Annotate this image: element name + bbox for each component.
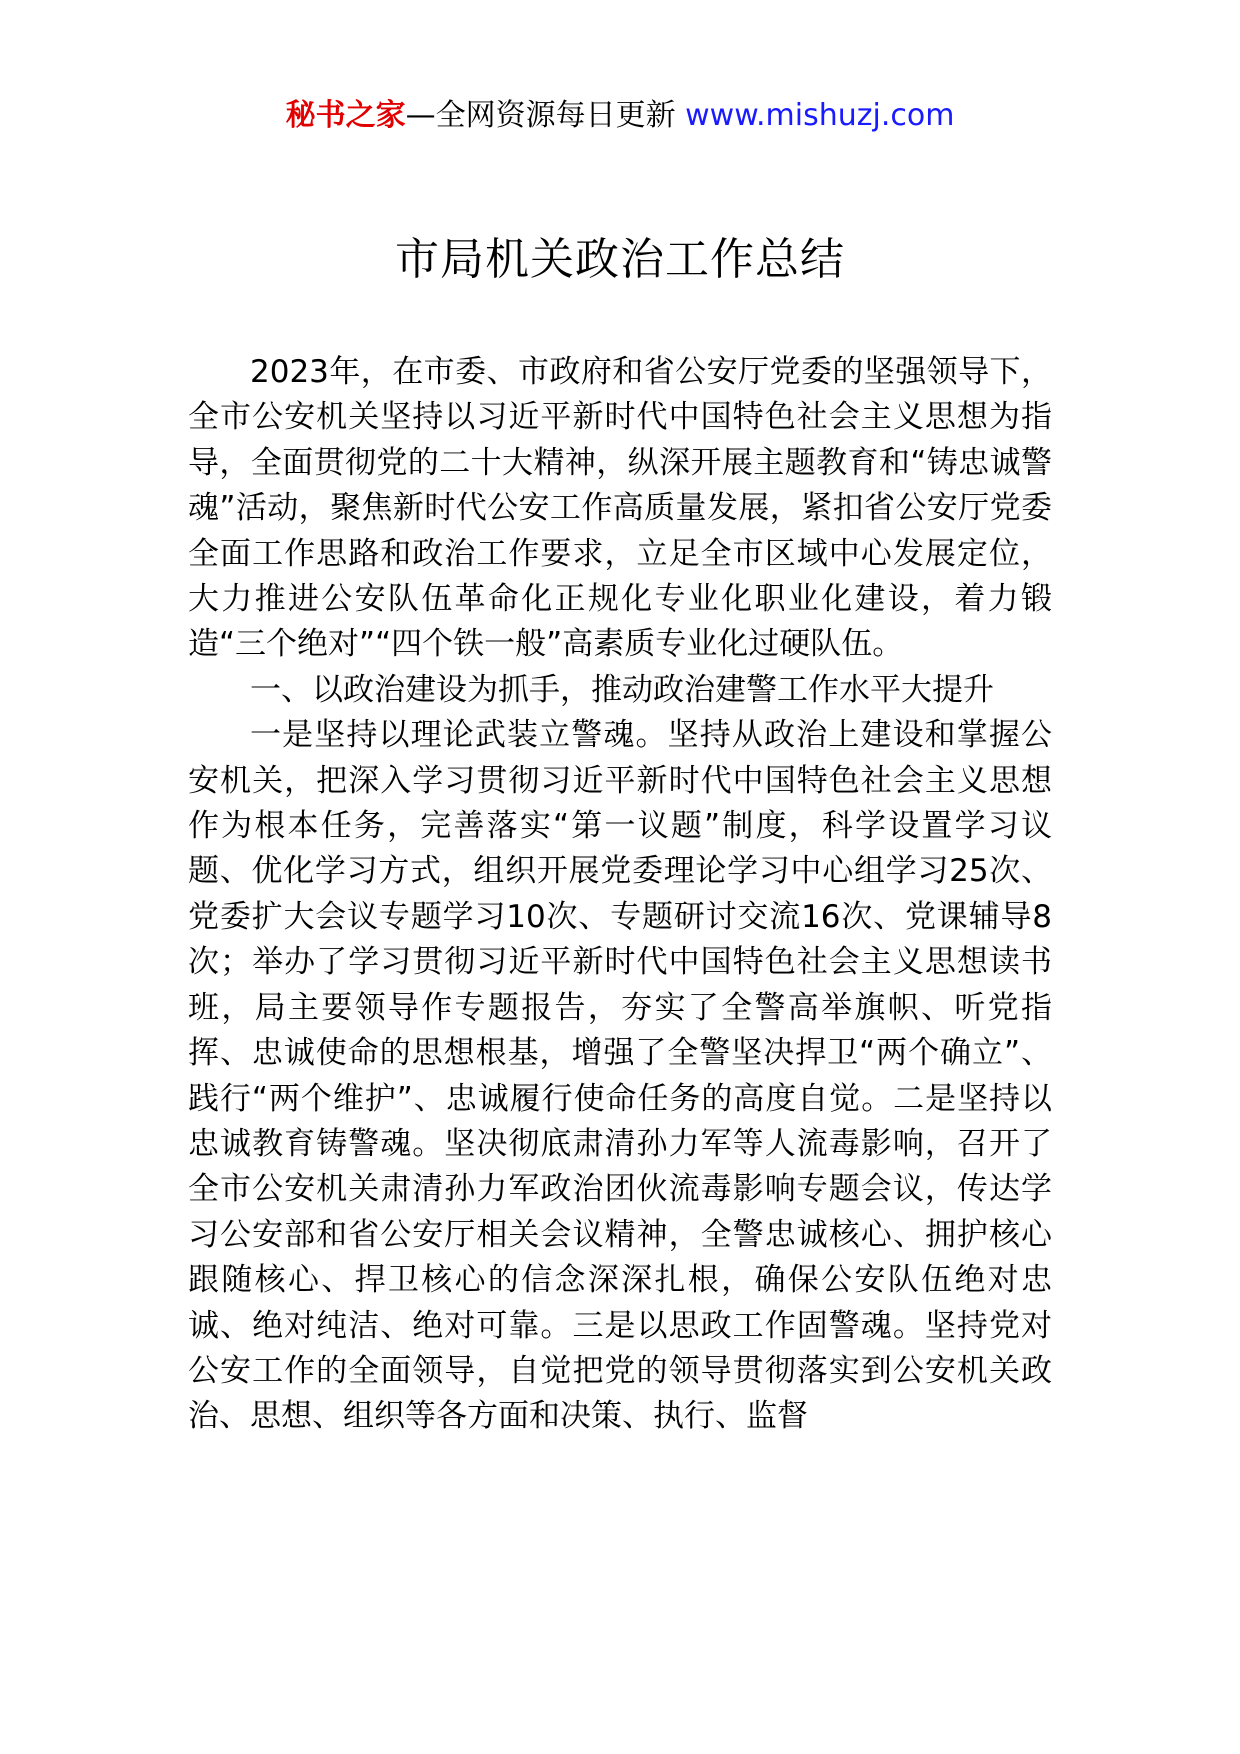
brand-name: 秘书之家	[285, 98, 406, 133]
body-paragraph: 一是坚持以理论武装立警魂。坚持从政治上建设和掌握公安机关，把深入学习贯彻习近平新时代中国特色社会主义思想作为根本任务，完善落实“第一议题”制度，科学设置学习议题、优化学习方式，组织开展党委理论学习中心组学习25次、党委扩大会议专题学习10次、专题研讨交流16次、党课辅导8次；举办了学习贯彻习近平新时代中国特色社会主义思想读书班，局主要领导作专题报告，夯实了全警高举旗帜、听党指挥、忠诚使命的思想根基，增强了全警坚决捍卫“两个确立”、践行“两个维护”、忠诚履行使命任务的高度自觉。二是坚持以忠诚教育铸警魂。坚决彻底肃清孙力军等人流毒影响，召开了全市公安机关肃清孙力军政治团伙流毒影响专题会议，传达学习公安部和省公安厅相关会议精神，全警忠诚核心、拥护核心跟随核心、捍卫核心的信念深深扎根，确保公安队伍绝对忠诚、绝对纯洁、绝对可靠。三是以思政工作固警魂。坚持党对公安工作的全面领导，自觉把党的领导贯彻落实到公安机关政治、思想、组织等各方面和决策、执行、监督	[188, 717, 1052, 1435]
website-url[interactable]: www.mishuzj.com	[685, 98, 955, 133]
document-body	[188, 350, 1052, 1440]
header-tagline: —全网资源每日更新	[405, 98, 686, 133]
intro-paragraph: 2023年，在市委、市政府和省公安厅党委的坚强领导下，全市公安机关坚持以习近平新时代中国特色社会主义思想为指导，全面贯彻党的二十大精神，纵深开展主题教育和“铸忠诚警魂”活动，聚焦新时代公安工作高质量发展，紧扣省公安厅党委全面工作思路和政治工作要求，立足全市区域中心发展定位，大力推进公安队伍革命化正规化专业化职业化建设，着力锻造“三个绝对”“四个铁一般”高素质专业化过硬队伍。	[188, 354, 1052, 663]
section-heading: 一、以政治建设为抓手，推动政治建警工作水平大提升	[250, 671, 994, 708]
document-title: 市局机关政治工作总结	[395, 234, 845, 285]
site-header-banner	[0, 96, 1240, 136]
